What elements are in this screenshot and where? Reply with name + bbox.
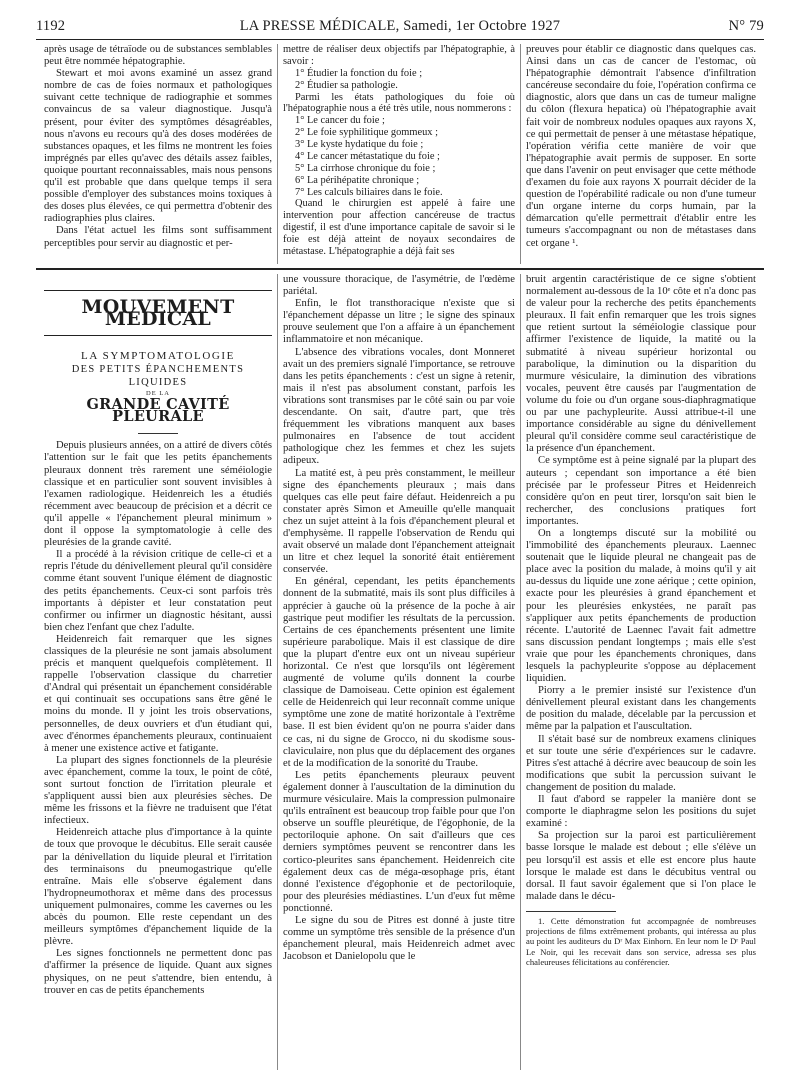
section-title: MOUVEMENT MÉDICAL [44, 290, 272, 336]
column-divider [277, 274, 278, 1070]
list-item: 1° Le cancer du foie ; [295, 115, 385, 127]
paragraph: Il faut d'abord se rappeler la manière dont se comporte le diaphragme selon les positions du sujet examiné : [526, 794, 756, 830]
paragraph: Les petits épanchements pleuraux peuvent également donner à l'auscultation de la diminution du murmure vésiculaire. Mais la compression pulmonaire qu'ils entraînent est beaucoup trop faible pour que l'on observe un souffle pleurétique, de l'égophonie, de la pectoriloquie aphone. On sait d'ailleurs que ces derniers symptômes peuvent se rencontrer dans les cortico-pleurites sans épanchement. Heidenreich cite également deux cas de méga-œsophage pris, étant donné l'existence d'égophonie et de pectoriloquie, pour des pleurésies médiastines. L'un d'eux fut même ponctionné. [283, 769, 515, 914]
column-divider [277, 44, 278, 264]
paragraph: Parmi les états pathologiques du foie où l'hépatographie nous a été très utile, nous nommerons : [283, 91, 515, 115]
top-column-3 [526, 44, 756, 250]
paragraph: Depuis plusieurs années, on a attiré de divers côtés l'attention sur le fait que les petits épanchements pleuraux donnent très rarement une séméiologie classique et en particulier sont souvent invisibles à l'examen radiologique. Heidenreich les a étudiés récemment avec beaucoup de précision et a décrit ce qu'il appelle « l'épanchement pleural minimum » dont il oppose la symptomatologie à celle des pleurésies de la grande cavité. [44, 440, 272, 549]
paragraph: mettre de réaliser deux objectifs par l'hépatographie, à savoir : [283, 44, 515, 67]
article-title-main: GRANDE CAVITÉ PLEURALE [86, 396, 230, 426]
page-header [36, 18, 764, 36]
article-title-connector: DE LA [146, 390, 170, 398]
column-divider [520, 44, 521, 264]
list-item: 2° Étudier sa pathologie. [295, 79, 398, 91]
bottom-column-1 [44, 284, 272, 997]
bottom-column-2 [283, 274, 515, 963]
paragraph: Heidenreich attache plus d'importance à la quinte de toux que provoque le décubitus. Elle serait causée par la dénivellation du liquide pleural et l'irritation des terminaisons du pneumogastrique qu'elle entraîne. Mais elle s'observe également dans l'hydropneumothorax et même dans des processus uniquement pulmonaires, comme les cavernes ou les abcès du poumon. Elle reste cependant un des meilleurs symptômes d'épanchement liquide de la plèvre. [44, 827, 272, 948]
paragraph: Stewart et moi avons examiné un assez grand nombre de cas de foies normaux et pathologiques suivant cette technique de radiographie et sommes convaincus de sa valeur diagnostique. Jusqu'à présent, pour éviter des symptômes désagréables, nous n'avons eu recours qu'à des doses modérées de substances opaques, et les films ne montrent les foies imprégnés par elles qu'avec des détails assez faibles, quoique pourtant reconnaissables, mais nous pensons qu'il est probable que dans quelque temps il sera possible d'employer des substances moins toxiques à des doses plus élevées, ce qui permettra d'obtenir des radiographies plus claires. [44, 68, 272, 225]
list-item: 2° Le foie syphilitique gommeux ; [295, 127, 438, 139]
article-title-line-2: DES PETITS ÉPANCHEMENTS LIQUIDES [71, 364, 245, 389]
footnote: 1. Cette démonstration fut accompagnée de nombreuses projections de films extrêmement probants, qui intéressa au plus au point les auditeurs du Dʳ Max Einhorn. En leur nom le Dʳ Paul Le Noir, qui les recevait dans son service, adressa ses plus chaleureuses félicitations au conférencier. [526, 915, 756, 968]
paragraph: Piorry a le premier insisté sur l'existence d'un dénivellement pleural existant dans les changements de position du malade, décelable par la percussion et même par la palpation et l'auscultation. [526, 685, 756, 733]
title-rule [138, 433, 178, 434]
list-item: 5° La cirrhose chronique du foie ; [295, 162, 436, 174]
paragraph: Il s'était basé sur de nombreux examens cliniques et sur toute une série d'expériences sur le cadavre. Pitres s'est attaché à décrire avec beaucoup de soin les modifications que subit la percussion suivant le changement de position du malade. [526, 733, 756, 793]
paragraph: Quand le chirurgien est appelé à faire une intervention pour affection cancéreuse de tractus digestif, il est d'une importance capitale de savoir si le foie est déjà atteint de noyaux secondaires de métastase. L'hépatographie a déjà fait ses [283, 198, 515, 257]
paragraph: En général, cependant, les petits épanchements donnent de la submatité, mais ils sont plus difficiles à apprécier à gauche où la présence de la poche à air gastrique peut modifier les résultats de la percussion. Certains de ces épanchements présentent une limite supérieure parabolique. Mais il est classique de dire que la plupart d'entre eux ont un niveau supérieur horizontal. Ce n'est que lorsqu'ils ont légèrement augmenté de volume qu'ils donnent la courbe classique de Damoiseau. Cette opinion est également celle de Heidenreich qui leur reconnaît comme unique symptôme une zone de matité horizontale à l'extrême base. Il est bien évident qu'on ne pourra s'aider dans ce cas, ni du signe de Grocco, ni du skodisme sous-claviculaire, non plus que du déplacement des organes et de la modification de la sonorité du Traube. [283, 576, 515, 769]
paragraph: On a longtemps discuté sur la mobilité ou l'immobilité des épanchements pleuraux. Laennec soutenait que le liquide pleural ne changeait pas de place avec la position du malade, à moins qu'il y ait au-dessus du liquide une zone aérique ; cette opinion, exacte pour les pleurésies à grand épanchement et pour les pleurésies enkystées, ne paraît pas s'appliquer aux petits épanchements de production récente. L'autorité de Laennec l'avait fait admettre sans discussion pendant longtemps ; mais elle s'est vraie que pour les épanchements chroniques, dans lesquels la pachypleurite s'oppose au déplacement liquidien. [526, 527, 756, 685]
paragraph: La plupart des signes fonctionnels de la pleurésie avec épanchement, comme la toux, le point de côté, sont surtout fonction de l'irritation pleurale et s'appliquent aussi bien aux pleurésies sèches. De même les frissons et la fièvre ne traduisent que l'état infectieux. [44, 754, 272, 827]
bottom-column-3 [526, 274, 756, 967]
paragraph: Enfin, le flot transthoracique n'existe que si l'épanchement dépasse un litre ; le signe des spinaux prouve seulement que l'on a affaire à un épanchement inflammatoire et non mécanique. [283, 298, 515, 346]
column-divider [520, 274, 521, 1070]
list-item: 1° Étudier la fonction du foie ; [295, 67, 423, 79]
footnote-rule [526, 911, 616, 912]
list-item: 6° La périhépatite chronique ; [295, 174, 420, 186]
journal-title: LA PRESSE MÉDICALE, Samedi, 1er Octobre 1927 [239, 18, 561, 34]
paragraph: Les signes fonctionnels ne permettent donc pas d'affirmer la présence de liquide. Quant aux signes physiques, on ne peut s'attendre, bien entendu, à trouver en cas de petits épanchements [44, 948, 272, 996]
section-rule [36, 268, 764, 270]
paragraph: preuves pour établir ce diagnostic dans quelques cas. Ainsi dans un cas de cancer de l'estomac, où l'hépatographie démontrait l'absence d'infiltration cancéreuse secondaire du foie, l'opération confirma ce diagnostic, alors que dans un cas de tumeur maligne du côlon (flexura hepatica) où l'hépatographie avait fait voir de nombreux nodules opaques aux rayons X, ce qui permettait de penser à une métastase hépatique, l'opération vérifia cette manière de voir que l'hépatographie avait permis de supposer. En sorte que dans l'avenir on peut envisager que cette méthode d'examen du foie aux rayons X pourrait décider de la question de l'opérabilité radicale ou non d'une tumeur d'un organe interne du corps humain, par la démarcation qu'elle permettrait d'établir entre les tumeurs s'accompagnant ou non de métastases dans cet organe ¹. [526, 44, 756, 249]
paragraph: Dans l'état actuel les films sont suffisamment perceptibles pour servir au diagnostic et per- [44, 225, 272, 249]
paragraph: Sa projection sur la paroi est particulièrement basse lorsque le malade est debout ; elle s'élève un peu lorsqu'il est assis et elle est encore plus haute lorsque le malade est dans le décubitus ventral ou dorsal. Il faut savoir également que si l'on place le malade dans le décu- [526, 830, 756, 902]
header-rule [36, 39, 764, 40]
paragraph: L'absence des vibrations vocales, dont Monneret avait un des premiers signalé l'importance, se retrouve dans les petits épanchements : c'est un signe à retenir, mais il n'est pas absolument constant, parfois les vibrations sont transmises par le côté sain ou par voie descendante. On sait, d'autre part, que très fréquemment les vibrations manquent aux bases pulmonaires en l'absence de tout accident pathologique chez les femmes et chez les sujets adipeux. [283, 346, 515, 467]
paragraph: après usage de tétraïode ou de substances semblables peut être nommée hépatographie. [44, 44, 272, 68]
list-item: 7° Les calculs biliaires dans le foie. [295, 186, 443, 198]
paragraph: Heidenreich fait remarquer que les signes classiques de la pleurésie ne sont jamais absolument précis et manquent quelquefois complètement. Il rappelle l'observation classique du charretier d'Andral qui présentait un épanchement considérable et qui continuait ses occupations sans être gêné le moins du monde. Il y joint les trois observations, personnelles, de deux ouvriers et d'un étudiant qui, avec d'énormes épanchements pleuraux, continuaient à mener une existence active et fatigante. [44, 633, 272, 754]
paragraph: La matité est, à peu près constamment, le meilleur signe des épanchements pleuraux ; mais dans quelques cas elle peut faire défaut. Heidenreich a pu constater après Simon et Ameuille qu'elle manquait chez un sujet atteint à la fois d'épanchement pleural et d'emphysème. Il rappelle l'observation de Rendu qui avait observé un malade dont l'épanchement atteignait un litre et chez lequel la sonorité était entièrement conservée. [283, 467, 515, 576]
paragraph: Ce symptôme est à peine signalé par la plupart des auteurs ; cependant son importance a été bien précisée par le professeur Pitres et Heidenreich considère qu'on en peut tirer, lorsqu'on sait bien le rechercher, des conclusions pratiques fort importantes. [526, 455, 756, 527]
list-item: 4° Le cancer métastatique du foie ; [295, 150, 440, 162]
paragraph: bruit argentin caractéristique de ce signe s'obtient normalement au-dessous de la 10ᵉ côte et n'a donc pas de valeur pour la recherche des petits épanchements pleuraux. Il fait enfin remarquer que les trois signes que retient surtout la séméiologie classique pour affirmer l'existence de liquide, la matité ou la submatité à niveau supérieur horizontal ou parabolique, la diminution ou la disparition du murmure vésiculaire, la diminution des vibrations vocales, peuvent être causés par l'augmentation de volume du foie ou d'un organe sous-diaphragmatique ou par une pachypleurite. Aussi attribue-t-il une importance considérable au signe du dénivellement pleural qu'il considère comme seul caractéristique de la présence d'un épanchement. [526, 274, 756, 455]
top-column-1 [44, 44, 272, 250]
top-column-2 [283, 44, 515, 258]
paragraph: une voussure thoracique, de l'asymétrie, de l'œdème pariétal. [283, 274, 515, 298]
list-item: 3° Le kyste hydatique du foie ; [295, 139, 424, 150]
paragraph: Le signe du sou de Pitres est donné à juste titre comme un symptôme très sensible de la présence d'un épanchement pleural, mais Heidenreich admet avec Jacobson et Danielopolu que le [283, 914, 515, 963]
page-number: 1192 [36, 18, 66, 34]
article-title-line-1: LA SYMPTOMATOLOGIE [81, 350, 235, 363]
issue-number: N° 79 [728, 18, 764, 34]
paragraph: Il a procédé à la révision critique de celle-ci et a repris l'étude du dénivellement pleural qu'il considère comme étant souvent l'unique élément de diagnostic des petits épanchements. Ceux-ci sont parfois très importants à dépister et leur constatation peut confirmer ou infirmer un diagnostic hésitant, aussi bien chez l'enfant que chez l'adulte. [44, 549, 272, 633]
